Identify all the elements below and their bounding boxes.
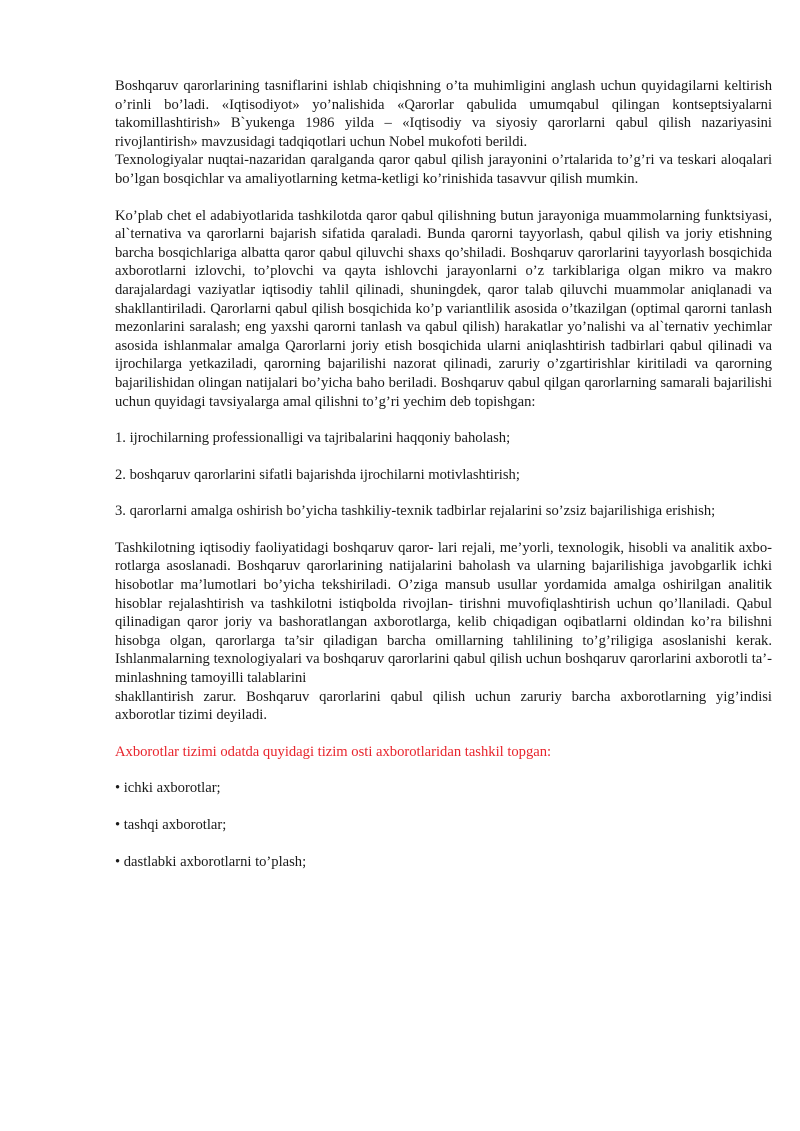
bullet-external-info: • tashqi axborotlar; [115,817,227,833]
paragraph-technology: Texnologiyalar nuqtai-nazaridan qaralganda qaror qabul qilish jarayonini o’rtalarida to’g’ri va teskari aloqalari bo’lgan bosqichlar va amaliyotlarning ketma-ketligi ko’rinishida tasavvur qilish mumkin. [115,152,772,187]
paragraph-nobel: Boshqaruv qarorlarining tasniflarini ishlab chiqishning o’ta muhimligini anglash uchun quyidagilarni keltirish o’rinli bo’ladi. «Iqtisodiyot» yo’nalishida «Qarorlar qabulida umumqabul qilingan kontseptsiyalarni takomillashtirish» B`yukenga 1986 yilda – «Iqtisodiy va siyosiy qarorlarni qabul qilish nazariyasini rivojlantirish» mavzusidagi tadqiqotlari uchun Nobel mukofoti berildi. [115,78,772,150]
paragraph-information-system: shakllantirish zarur. Boshqaruv qarorlarini qabul qilish uchun zaruriy barcha axborotlarning yig’indisi axborotlar tizimi deyiladi. [115,688,772,724]
spacer [115,448,772,466]
bullet-internal-info: • ichki axborotlar; [115,780,221,797]
spacer [115,725,772,743]
list-item-1: 1. ijrochilarning professionalligi va tajribalarini haqqoniy baholash; [115,430,511,447]
highlighted-heading: Axborotlar tizimi odatda quyidagi tizim osti axborotlaridan tashkil topgan: [115,743,552,760]
bullet-initial-info: • dastlabki axborotlarni to’plash; [115,853,307,870]
spacer [115,484,772,502]
spacer [115,798,772,816]
spacer [115,411,772,429]
spacer [115,761,772,779]
spacer [115,189,772,207]
paragraph-economic-activity: Tashkilotning iqtisodiy faoliyatidagi boshqaruv qaror- lari rejali, me’yorli, texnologik, hisobli va analitik axbo- rotlarga asoslanadi. Boshqaruv qarorlarining natijalarini baholash va ularning bajarilishiga javobgarlik ichki hisobotlar ma’lumotlari bo’yicha tekshiriladi. O’ziga mansub usullar yordamida amalga oshirilgan analitik hisoblar rejalashtirish va tashkilotni istiqbolda rivojlan- tirishni muvofiqlashtirish uchun qo’llaniladi. Qabul qilinadigan qaror joriy va bashoratlangan axborotlarga, kelib chiqadigan oqibatlarni oldindan ko’ra bilishni hisobga olgan, qarorlarga ta’sir qiladigan barcha omillarning tahlilining to’g’riligiga asoslanishi kerak. Ishlanmalarning texnologiyalari va boshqaruv qarorlarini qabul qilish uchun boshqaruv qarorlarini axborotli ta’- minlashning tamoyilli talablarini [115,539,772,687]
spacer [115,521,772,539]
spacer [115,835,772,853]
paragraph-decision-process: Ko’plab chet el adabiyotlarida tashkilotda qaror qabul qilishning butun jarayoniga muammolarning funktsiyasi, al`ternativa va qarorlarni bajarish sifatida qaraladi. Bunda qarorni tayyorlash, qabul qilish va joriy etishning barcha bosqichlariga albatta qaror qabul qiluvchi shaxs qo’shiladi. Boshqaruv qarorlarini tayyorlash bosqichida axborotlarni izlovchi, to’plovchi va qayta ishlovchi jarayonlarni o’z tarkiblariga olgan mikro va makro darajalardagi vaziyatlar iqtisodiy tahlil qilinadi, shuningdek, qaror talab qiluvchi muammolar aniqlanadi va shakllantiriladi. Qarorlarni qabul qilish bosqichida ko’p variantlilik asosida o’tkazilgan (optimal qarorni tanlash mezonlarini saralash; eng yaxshi qarorni tanlash va qabul qilish) harakatlar yo’nalishi va al`ternativ yechimlar asosida ishlanmalar amalga Qarorlarni joriy etish bosqichida ularni aniqlashtirish tadbirlari qabul qilinadi va ijrochilarga yetkaziladi, qarorning bajarilishi nazorat qilinadi, zaruriy o’zgartirishlar kiritiladi va qarorning bajarilishidan olingan natijalari bo’yicha baho beriladi. Boshqaruv qabul qilgan qarorlarning samarali bajarilishi uchun quyidagi tavsiyalarga amal qilishni to’g’ri yechim deb topishgan: [115,207,772,410]
list-item-3: 3. qarorlarni amalga oshirish bo’yicha tashkiliy-texnik tadbirlar rejalarini so’zsiz bajarilishiga erishish; [115,503,716,520]
list-item-2: 2. boshqaruv qarorlarini sifatli bajarishda ijrochilarni motivlashtirish; [115,466,520,483]
